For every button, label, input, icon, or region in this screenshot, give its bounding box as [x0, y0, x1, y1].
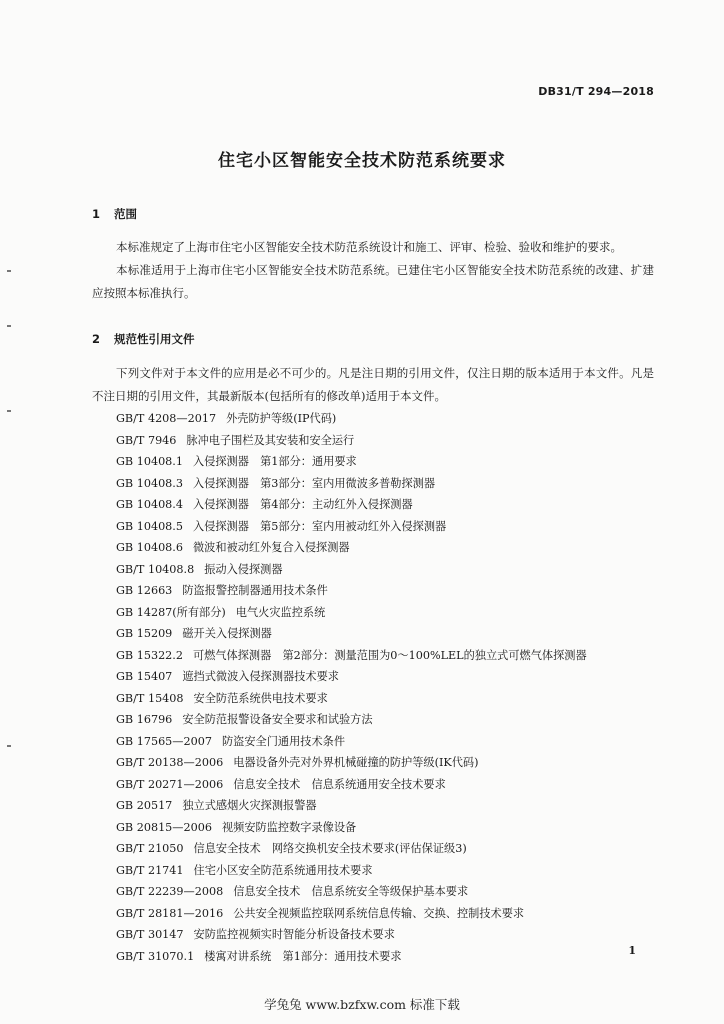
- reference-item: [116, 537, 587, 559]
- reference-item: [116, 516, 587, 538]
- reference-code: GB/T 28181—2016: [116, 906, 224, 920]
- reference-code: GB/T 21050: [116, 842, 184, 855]
- section-2-heading: [92, 331, 195, 347]
- scan-margin-mark: [7, 325, 11, 327]
- reference-item: [116, 688, 587, 710]
- reference-title: 入侵探测器 第3部分：室内用微波多普勒探测器: [192, 476, 436, 490]
- reference-title: 信息安全技术 信息系统安全等级保护基本要求: [233, 885, 469, 898]
- reference-title: 入侵探测器 第1部分：通用要求: [192, 455, 357, 468]
- section-2-title: 规范性引用文件: [114, 332, 195, 346]
- reference-code: GB/T 7946: [116, 433, 177, 447]
- reference-code: GB/T 15408: [116, 691, 184, 705]
- reference-code: GB/T 10408.8: [116, 562, 195, 576]
- reference-code: GB 15407: [116, 670, 173, 683]
- reference-title: 安全防范系统供电技术要求: [193, 691, 328, 705]
- reference-title: 防盗报警控制器通用技术条件: [182, 584, 328, 597]
- reference-title: 入侵探测器 第4部分：主动红外入侵探测器: [192, 498, 413, 511]
- reference-title: 可燃气体探测器 第2部分：测量范围为0～100%LEL的独立式可燃气体探测器: [192, 648, 587, 662]
- reference-code: GB/T 20271—2006: [116, 777, 224, 791]
- document-title: 住宅小区智能安全技术防范系统要求: [218, 151, 506, 171]
- reference-title: 信息安全技术 信息系统通用安全技术要求: [233, 777, 446, 791]
- section-1-title: 范围: [114, 207, 137, 221]
- section-1-paragraph-2: 本标准适用于上海市住宅小区智能安全技术防范系统。已建住宅小区智能安全技术防范系统的改建、扩建应按照本标准执行。: [92, 263, 654, 300]
- reference-item: [116, 473, 587, 495]
- reference-code: GB 17565—2007: [116, 734, 212, 748]
- page-number: 1: [628, 944, 636, 957]
- reference-code: GB/T 30147: [116, 928, 184, 941]
- section-1-heading: [92, 206, 137, 222]
- reference-title: 振动入侵探测器: [204, 562, 283, 576]
- reference-title: 独立式感烟火灾探测报警器: [182, 799, 317, 812]
- reference-code: GB/T 22239—2008: [116, 885, 224, 898]
- reference-title: 信息安全技术 网络交换机安全技术要求(评估保证级3): [193, 842, 467, 855]
- reference-title: 磁开关入侵探测器: [182, 627, 272, 640]
- reference-item: [116, 903, 587, 925]
- reference-item: [116, 623, 587, 645]
- reference-item: [116, 709, 587, 731]
- reference-item: [116, 752, 587, 774]
- reference-code: GB/T 20138—2006: [116, 756, 224, 769]
- reference-item: [116, 881, 587, 903]
- reference-title: 微波和被动红外复合入侵探测器: [192, 541, 350, 554]
- reference-item: [116, 451, 587, 473]
- reference-code: GB 10408.3: [116, 476, 183, 490]
- reference-item: [116, 795, 587, 817]
- reference-item: [116, 817, 587, 839]
- reference-item: [116, 430, 587, 452]
- reference-title: 遮挡式微波入侵探测器技术要求: [182, 670, 339, 683]
- reference-title: 入侵探测器 第5部分：室内用被动红外入侵探测器: [192, 519, 447, 533]
- reference-title: 电器设备外壳对外界机械碰撞的防护等级(IK代码): [233, 756, 479, 769]
- reference-item: [116, 494, 587, 516]
- reference-item: [116, 408, 587, 430]
- section-1-paragraph-1: 本标准规定了上海市住宅小区智能安全技术防范系统设计和施工、评审、检验、验收和维护的要求。: [116, 240, 622, 254]
- reference-code: GB/T 21741: [116, 863, 184, 877]
- reference-item: [116, 645, 587, 667]
- reference-title: 视频安防监控数字录像设备: [221, 820, 357, 834]
- reference-code: GB 15209: [116, 627, 173, 640]
- reference-item: [116, 602, 587, 624]
- reference-code: GB 16796: [116, 713, 173, 726]
- reference-title: 住宅小区安全防范系统通用技术要求: [193, 863, 373, 877]
- section-1-number: 1: [92, 207, 101, 221]
- reference-title: 脉冲电子围栏及其安装和安全运行: [186, 433, 355, 447]
- reference-code: GB 15322.2: [116, 648, 183, 662]
- reference-item: [116, 731, 587, 753]
- scan-margin-mark: [7, 270, 11, 272]
- reference-item: [116, 559, 587, 581]
- reference-item: [116, 924, 587, 946]
- reference-title: 外壳防护等级(IP代码): [226, 412, 337, 425]
- reference-title: 防盗安全门通用技术条件: [221, 734, 346, 748]
- reference-code: GB 10408.6: [116, 541, 183, 554]
- reference-title: 公共安全视频监控联网系统信息传输、交换、控制技术要求: [233, 906, 525, 920]
- reference-code: GB 10408.1: [116, 455, 183, 468]
- section-2-intro: 下列文件对于本文件的应用是必不可少的。凡是注日期的引用文件，仅注日期的版本适用于本文件。凡是不注日期的引用文件，其最新版本(包括所有的修改单)适用于本文件。: [92, 366, 654, 403]
- reference-item: [116, 946, 587, 968]
- reference-code: GB 10408.5: [116, 519, 183, 533]
- reference-item: [116, 580, 587, 602]
- scan-margin-mark: [7, 745, 11, 747]
- reference-title: 安防监控视频实时智能分析设备技术要求: [193, 928, 395, 941]
- reference-code: GB 12663: [116, 584, 173, 597]
- reference-code: GB 10408.4: [116, 498, 183, 511]
- reference-item: [116, 666, 587, 688]
- reference-code: GB 20815—2006: [116, 820, 212, 834]
- reference-item: [116, 838, 587, 860]
- reference-title: 电气火灾监控系统: [235, 605, 326, 619]
- site-footer: 学兔兔 www.bzfxw.com 标准下载: [264, 997, 460, 1012]
- reference-title: 安全防范报警设备安全要求和试验方法: [182, 713, 373, 726]
- reference-code: GB 20517: [116, 799, 173, 812]
- reference-item: [116, 774, 587, 796]
- reference-code: GB/T 4208—2017: [116, 412, 217, 425]
- reference-title: 楼寓对讲系统 第1部分：通用技术要求: [204, 949, 402, 963]
- reference-item: [116, 860, 587, 882]
- reference-code: GB/T 31070.1: [116, 949, 195, 963]
- section-2-number: 2: [92, 332, 101, 346]
- standard-code: DB31/T 294—2018: [538, 85, 654, 98]
- scan-margin-mark: [7, 410, 11, 412]
- reference-code: GB 14287(所有部分): [116, 605, 226, 619]
- reference-list: [116, 408, 587, 967]
